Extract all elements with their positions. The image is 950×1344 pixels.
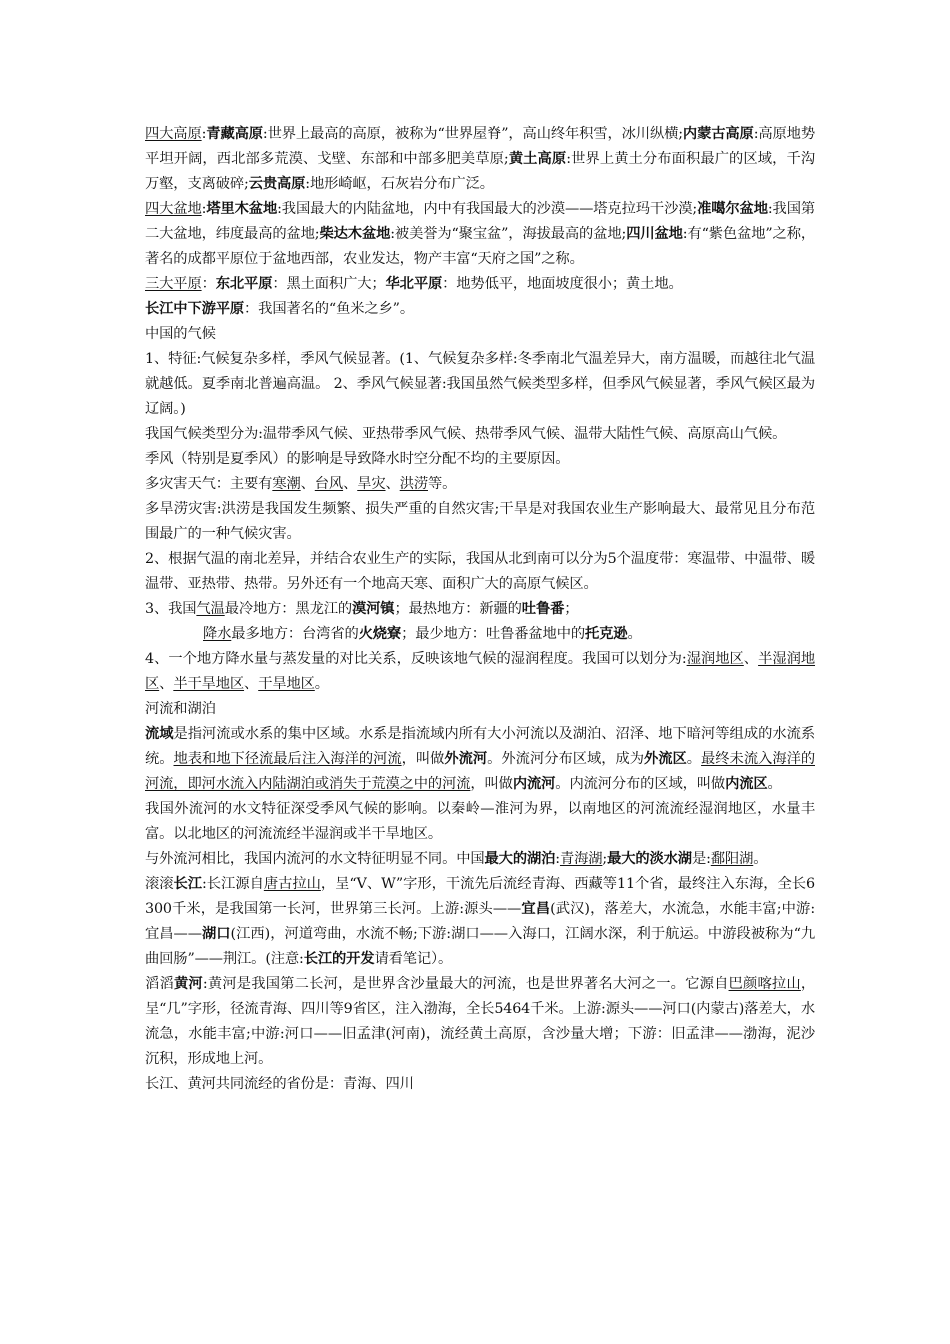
text-run: ：黑土面积广大； (272, 276, 386, 292)
text-run: 季风（特别是夏季风）的影响是导致降水时空分配不均的主要原因。 (145, 451, 570, 467)
paragraph-yangtze (145, 872, 815, 972)
bold-term: 内流区 (725, 776, 768, 792)
underlined-term: 鄱阳湖 (710, 851, 754, 867)
paragraph-lakes (145, 847, 815, 872)
underlined-term: 最终未流入海洋的河流，即河水流入内陆湖泊或消失于荒漠之中的河流 (145, 751, 815, 792)
bold-term: 塔里木盆地 (206, 201, 278, 217)
paragraph-climate-3b (145, 622, 815, 647)
bold-term: 长江中下游平原 (145, 301, 245, 317)
paragraph-yellow-river (145, 972, 815, 1072)
underlined-term: 寒潮 (272, 476, 301, 492)
text-run: : (201, 126, 207, 142)
text-run: ，叫做 (470, 776, 513, 792)
bold-term: 托克逊 (585, 626, 628, 642)
text-run: 。 (686, 751, 702, 767)
underlined-term: 巴颜喀拉山 (728, 976, 801, 992)
underlined-term: 四大盆地 (145, 201, 202, 217)
text-run: ：地势低平，地面坡度很小；黄土地。 (442, 276, 683, 292)
text-run: ；最少地方：吐鲁番盆地中的 (401, 626, 585, 642)
text-run: 、 (244, 676, 259, 692)
text-run: :世界上最高的高原，被称为“世界屋脊”，高山终年积雪，冰川纵横; (262, 126, 683, 142)
underlined-term: 半湿润地区 (145, 651, 816, 692)
bold-term: 最大的淡水湖 (607, 851, 692, 867)
text-run: 请看笔记）。 (374, 951, 453, 967)
underlined-term: 唐古拉山 (263, 876, 321, 892)
text-run: 多灾害天气：主要有 (145, 476, 273, 492)
text-run: 、 (343, 476, 358, 492)
text-run: 多旱涝灾害:洪涝是我国发生频繁、损失严重的自然灾害;干旱是对我国农业生产影响最大、最常见且分布范围最广的一种气候灾害。 (145, 501, 815, 542)
bold-term: 长江的开发 (303, 951, 375, 967)
paragraph-plains (145, 272, 815, 297)
underlined-term: 地表和地下径流最后注入海洋的河流 (173, 751, 402, 767)
paragraph-basin-def (145, 722, 815, 797)
text-run: 中国的气候 (145, 326, 216, 342)
text-run: :有“紫色盆地”之称，著名的成都平原位于盆地西部，农业发达，物产丰富“天府之国”之称。 (145, 226, 815, 267)
underlined-term: 降水 (203, 626, 232, 642)
text-run: ：我国著名的“鱼米之乡”。 (244, 301, 414, 317)
bold-term: 漠河镇 (352, 601, 395, 617)
paragraph-climate-4 (145, 647, 815, 697)
bold-term: 黄土高原 (508, 151, 567, 167)
underlined-term: 气温 (196, 601, 225, 617)
text-run: (江西)，河道弯曲，水流不畅;下游:湖口——入海口，江阔水深，利于航运。中游段被称为“九曲回肠”——荆江。(注意: (145, 926, 816, 967)
underlined-term: 半干旱地区 (173, 676, 245, 692)
text-run: 。外流河分布区域，成为 (487, 751, 644, 767)
text-run: 是指河流或水系的集中区域。水系是指流域内所有大小河流以及湖泊、沼泽、地下暗河等组成的水流系统。 (145, 726, 815, 767)
text-run: ，呈“几”字形，径流青海、四川等9省区，注入渤海，全长5464千米。上游:源头——河口(内蒙古)落差大，水流急，水能丰富;中游:河口——旧孟津(河南)，流经黄土高原，含沙量大增；下游：旧孟津——渤海，泥沙沉积，形成地上河。 (145, 976, 816, 1067)
text-run: 最多地方：台湾省的 (231, 626, 359, 642)
text-run: 、 (300, 476, 315, 492)
bold-term: 内蒙古高原 (682, 126, 754, 142)
text-run: 。 (627, 626, 642, 642)
text-run: :我国第二大盆地，纬度最高的盆地; (145, 201, 816, 242)
text-run: (武汉)，落差大，水流急，水能丰富;中游:宜昌—— (145, 901, 816, 942)
bold-term: 长江 (173, 876, 203, 892)
bold-term: 内流河 (512, 776, 556, 792)
text-run: :黄河是我国第二长河，是世界含沙量最大的河流，也是世界著名大河之一。它源自 (202, 976, 729, 992)
text-run: ; (602, 851, 608, 867)
text-run: :被美誉为“聚宝盆”，海拔最高的盆地; (390, 226, 627, 242)
text-run: 。 (767, 776, 782, 792)
underlined-term: 青海湖 (559, 851, 603, 867)
paragraph-basins (145, 197, 815, 272)
text-run: ； (564, 601, 579, 617)
paragraph-climate-3 (145, 597, 815, 622)
underlined-term: 湿润地区 (686, 651, 744, 667)
bold-term: 外流区 (644, 751, 687, 767)
text-run: 长江、黄河共同流经的省份是：青海、四川 (145, 1076, 414, 1092)
bold-term: 华北平原 (385, 276, 443, 292)
text-run: ： (201, 276, 216, 292)
document-body (145, 122, 815, 1097)
text-run: 3、我国 (145, 601, 197, 617)
underlined-term: 旱灾 (357, 476, 386, 492)
text-run: 1、特征:气候复杂多样，季风气候显著。(1、气候复杂多样:冬季南北气温差异大，南方温暖，而越往北气温就越低。夏季南北普遍高温。 2、季风气候显著:我国虽然气候类型多样，但季风气候显著，季风气候区最为辽阔。) (145, 351, 815, 417)
text-run: 是: (691, 851, 711, 867)
text-run: 滔滔 (145, 976, 174, 992)
bold-term: 黄河 (173, 976, 203, 992)
paragraph-shared (145, 1072, 815, 1097)
text-run: :地形崎岖，石灰岩分布广泛。 (305, 176, 494, 192)
bold-term: 准噶尔盆地 (697, 201, 768, 217)
bold-term: 青藏高原 (206, 126, 263, 142)
text-run: 4、一个地方降水量与蒸发量的对比关系，反映该地气候的湿润程度。我国可以划分为: (145, 651, 687, 667)
paragraph-outflow (145, 797, 815, 847)
paragraph-yangtze-plain (145, 297, 815, 322)
underlined-term: 干旱地区 (258, 676, 315, 692)
bold-term: 火烧寮 (358, 626, 402, 642)
bold-term: 吐鲁番 (521, 601, 565, 617)
text-run: 。 (753, 851, 768, 867)
text-run: : (555, 851, 560, 867)
bold-term: 柴达木盆地 (319, 226, 391, 242)
bold-term: 四川盆地 (626, 226, 683, 242)
text-run: 我国外流河的水文特征深受季风气候的影响。以秦岭—淮河为界，以南地区的河流流经湿润地区，水量丰富。以北地区的河流流经半湿润或半干旱地区。 (145, 801, 815, 842)
paragraph-climate-2 (145, 547, 815, 597)
text-run: 最冷地方：黑龙江的 (224, 601, 353, 617)
bold-term: 流域 (145, 726, 174, 742)
underlined-term: 洪涝 (399, 476, 428, 492)
text-run: 滚滚 (145, 876, 174, 892)
bold-term: 宜昌 (521, 901, 551, 917)
paragraph-floods (145, 497, 815, 547)
text-run: :长江源自 (202, 876, 264, 892)
bold-term: 云贵高原 (248, 176, 306, 192)
text-run: 、 (743, 651, 759, 667)
text-run: 。内流河分布的区域，叫做 (555, 776, 726, 792)
bold-term: 外流河 (444, 751, 488, 767)
text-run: 2、根据气温的南北差异，并结合农业生产的实际，我国从北到南可以分为5个温度带：寒温带、中温带、暖温带、亚热带、热带。另外还有一个地高天寒、面积广大的高原气候区。 (145, 551, 815, 592)
paragraph-rivers-heading (145, 697, 815, 722)
text-run: 我国气候类型分为:温带季风气候、亚热带季风气候、热带季风气候、温带大陆性气候、高原高山气候。 (145, 426, 787, 442)
paragraph-plateaus (145, 122, 815, 197)
bold-term: 最大的湖泊 (484, 851, 556, 867)
text-run: ，呈“V、W”字形，干流先后流经青海、西藏等11个省，最终注入东海，全长6300千米，是我国第一长河，世界第三长河。上游:源头—— (145, 876, 816, 917)
text-run: 与外流河相比，我国内流河的水文特征明显不同。中国 (145, 851, 485, 867)
paragraph-disasters (145, 472, 815, 497)
text-run: 等。 (427, 476, 457, 492)
paragraph-climate-heading (145, 322, 815, 347)
text-run: :世界上黄土分布面积最广的区域，千沟万壑，支离破碎; (145, 151, 815, 192)
underlined-term: 台风 (314, 476, 344, 492)
text-run: 、 (159, 676, 174, 692)
paragraph-monsoon (145, 447, 815, 472)
bold-term: 东北平原 (215, 276, 273, 292)
underlined-term: 四大高原 (145, 126, 202, 142)
text-run: :我国最大的内陆盆地，内中有我国最大的沙漠——塔克拉玛干沙漠; (277, 201, 698, 217)
text-run: ；最热地方：新疆的 (394, 601, 522, 617)
text-run: ，叫做 (401, 751, 445, 767)
paragraph-climate-types (145, 422, 815, 447)
text-run: : (201, 201, 207, 217)
bold-term: 湖口 (201, 926, 231, 942)
text-run: 河流和湖泊 (145, 701, 216, 717)
text-run: 。 (314, 676, 329, 692)
text-run: 、 (385, 476, 400, 492)
underlined-term: 三大平原 (145, 276, 202, 292)
text-run: :高原地势平坦开阔，西北部多荒漠、戈壁、东部和中部多肥美草原; (145, 126, 815, 167)
paragraph-climate-1 (145, 347, 815, 422)
